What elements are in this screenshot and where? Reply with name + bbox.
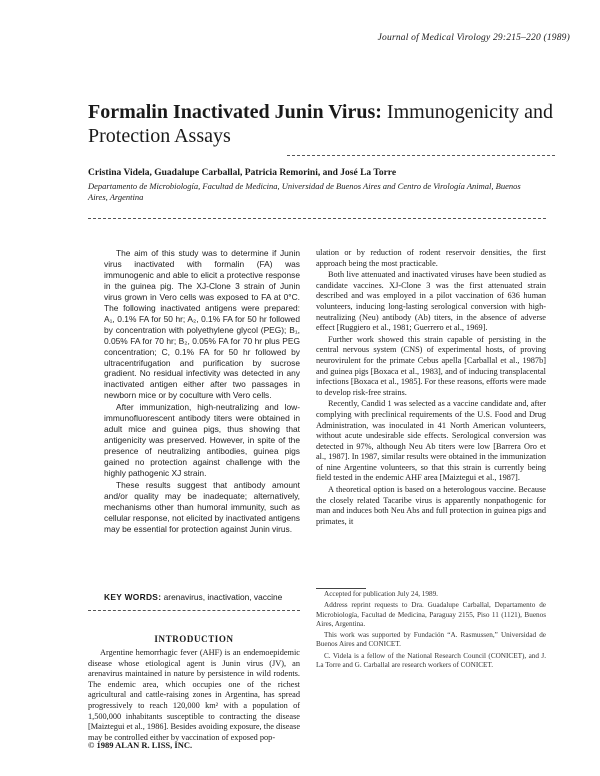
keywords [104, 592, 324, 602]
title-subtitle: Immunogenicity and Protection Assays [88, 101, 553, 147]
introduction-paragraph: Argentine hemorrhagic fever (AHF) is an endemoepidemic disease whose etiological agent is Junin virus (JV), an arenavirus maintained in nature by persistence in wild rodents. The endemic area, which occupies one of the richest agricultural and cattle-raising zones in Argentina, has spread progressively to reach 120,000 km² with a population of 1,500,000 inhabitants susceptible to contracting the disease [Maiztegui et al., 1986]. Besides avoiding exposure, the disease may be controlled either by vaccination of exposed pop- [88, 648, 300, 742]
article-title [88, 100, 558, 148]
abstract [104, 248, 300, 536]
footnote: C. Videla is a fellow of the National Research Council (CONICET), and J. La Torre and G. Carballal are research workers of CONICET. [316, 651, 546, 670]
copyright-notice: © 1989 ALAN R. LISS, INC. [88, 740, 193, 750]
footnote: Address reprint requests to Dra. Guadalupe Carballal, Departamento de Microbiología, Facultad de Medicina, Paraguay 2155, Piso 11 (1121), Buenos Aires, Argentina. [316, 601, 546, 628]
body-paragraph: ulation or by reduction of rodent reservoir densities, the first approach being the most practicable. [316, 248, 546, 268]
footnote: Accepted for publication July 24, 1989. [324, 590, 438, 598]
body-paragraph: Recently, Candid 1 was selected as a vaccine candidate and, after complying with preclinical requirements of the U.S. Food and Drug Administration, was inoculated in 41 North American volunteers, without acute undesirable side effects. Serological conversion was detected in 97%, although Neu Ab titers were low [Barrera Oro et al., 1987]. In 1987, similar results were obtained in the immunization of nine Argentine volunteers, so that this strain is currently being field tested in the endemic AHF area [Maiztegui et al., 1987]. [316, 399, 546, 483]
author-list: Cristina Videla, Guadalupe Carballal, Patricia Remorini, and José La Torre [88, 168, 397, 178]
title-rule [287, 155, 555, 156]
abstract-paragraph: The aim of this study was to determine if Junin virus inactivated with formalin (FA) was immunogenic and able to elicit a protective response in the guinea pig. The XJ-Clone 3 strain of Junin virus grown in Vero cells was exposed to FA at 0°C. The following inactivated antigens were prepared: A₁, 0.1% FA for 50 hr; A₂, 0.1% FA for 50 hr followed by concentration with polyethylene glycol (PEG); B₁, 0.05% FA for 70 hr; B₂, 0.05% FA for 70 hr plus PEG concentration; C, 0.1% FA for 50 hr followed by ultracentrifugation and purification by sucrose gradient. No residual infectivity was detected in any inactivated antigen either after two passages in newborn mice or by coculture with Vero cells. [104, 248, 300, 401]
keywords-text: arenavirus, inactivation, vaccine [163, 592, 283, 602]
body-paragraph: Further work showed this strain capable of persisting in the central nervous system (CNS) of experimental hosts, of proving neurovirulent for the primate Cebus apella [Carballal et al., 1987b] and guinea pigs [Boxaca et al., 1983], and of inducing transplacental infections [Boxaca et al., 1985]. For these reasons, efforts were made to develop risk-free strains. [316, 334, 546, 397]
body-paragraph: Both live attenuated and inactivated viruses have been studied as candidate vaccines. XJ-Clone 3 was the first attenuated strain described and was employed in a pilot vaccination of 636 human volunteers, inducing long-lasting serological conversion with high-neutralizing (Neu) antibody (Ab) titers, in the absence of adverse effect [Ruggiero et al., 1981; Guerrero et al., 1969]. [316, 270, 546, 333]
body-right-column [316, 248, 546, 528]
footnote: This work was supported by Fundación “A. Rasmussen,” Universidad de Buenos Aires and CONICET. [316, 631, 546, 649]
title-main: Formalin Inactivated Junin Virus: [88, 101, 382, 123]
section-heading-introduction: INTRODUCTION [154, 634, 234, 644]
footnotes [316, 590, 546, 672]
abstract-paragraph: These results suggest that antibody amount and/or quality may be inadequate; alternatively, mechanisms other than humoral immunity, such as cellular response, not elicited by inactivated antigens may be essential for protection against Junin virus. [104, 480, 300, 534]
journal-citation: Journal of Medical Virology 29:215–220 (1989) [377, 33, 570, 43]
abstract-top-rule [88, 218, 546, 219]
abstract-paragraph: After immunization, high-neutralizing and low-immunofluorescent antibody titers were obtained in adult mice and guinea pigs, thus showing that antigenicity was preserved. However, in spite of the presence of neutralizing antibodies, guinea pigs gained no protection against challenge with the highly pathogenic XJ strain. [104, 402, 300, 479]
affiliation: Departamento de Microbiología, Facultad de Medicina, Universidad de Buenos Aires and Centro de Virología Animal, Buenos Aires, Argentina [88, 181, 521, 202]
footnote-rule [316, 588, 366, 589]
keywords-label: KEY WORDS: [104, 592, 162, 602]
body-paragraph: A theoretical option is based on a heterologous vaccine. Because the closely related Tacaribe virus is apparently nonpathogenic for man and induces both Neu Abs and full protection in guinea pigs and primates, it [316, 485, 546, 526]
keywords-rule [88, 610, 300, 611]
